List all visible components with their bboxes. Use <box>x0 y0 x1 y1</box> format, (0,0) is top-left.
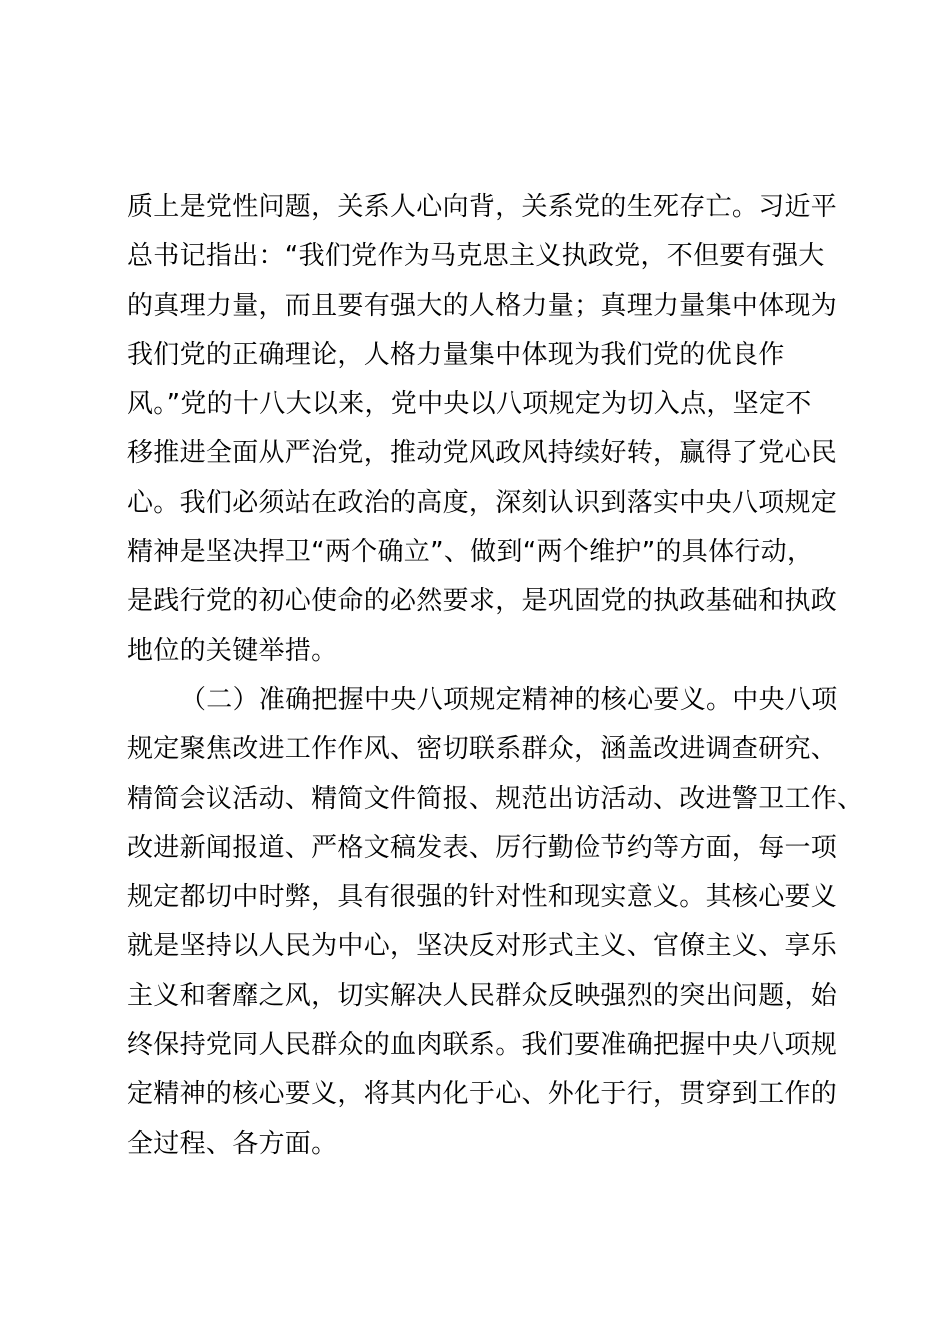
text-line: 主义和奢靡之风，切实解决人民群众反映强烈的突出问题，始 <box>127 980 838 1011</box>
text-line: 精简会议活动、精简文件简报、规范出访活动、改进警卫工作、 <box>127 783 864 814</box>
text-line: 规定都切中时弊，具有很强的针对性和现实意义。其核心要义 <box>127 882 838 913</box>
text-line: 总书记指出：“我们党作为马克思主义执政党，不但要有强大 <box>127 241 825 272</box>
text-line: 定精神的核心要义，将其内化于心、外化于行，贯穿到工作的 <box>127 1079 838 1110</box>
section-heading-line: （二）准确把握中央八项规定精神的核心要义。中央八项 <box>180 684 838 715</box>
text-line: 的真理力量，而且要有强大的人格力量；真理力量集中体现为 <box>127 290 838 321</box>
document-body <box>127 183 864 1169</box>
text-line: 地位的关键举措。 <box>127 635 338 666</box>
text-line: 终保持党同人民群众的血肉联系。我们要准确把握中央八项规 <box>127 1030 838 1061</box>
text-line: 改进新闻报道、严格文稿发表、厉行勤俭节约等方面，每一项 <box>127 832 838 863</box>
text-line: 规定聚焦改进工作作风、密切联系群众，涵盖改进调查研究、 <box>127 734 838 765</box>
text-line: 是践行党的初心使命的必然要求，是巩固党的执政基础和执政 <box>127 586 838 617</box>
text-line: 质上是党性问题，关系人心向背，关系党的生死存亡。习近平 <box>127 192 838 222</box>
text-line: 精神是坚决捍卫“两个确立”、做到“两个维护”的具体行动， <box>127 537 814 568</box>
text-line: 全过程、各方面。 <box>127 1128 338 1159</box>
text-line: 移推进全面从严治党，推动党风政风持续好转，赢得了党心民 <box>127 438 838 469</box>
text-line: 风。”党的十八大以来，党中央以八项规定为切入点，坚定不 <box>127 389 812 420</box>
text-line: 我们党的正确理论，人格力量集中体现为我们党的优良作 <box>127 339 785 370</box>
text-line: 心。我们必须站在政治的高度，深刻认识到落实中央八项规定 <box>127 487 838 518</box>
text-line: 就是坚持以人民为中心，坚决反对形式主义、官僚主义、享乐 <box>127 931 838 962</box>
